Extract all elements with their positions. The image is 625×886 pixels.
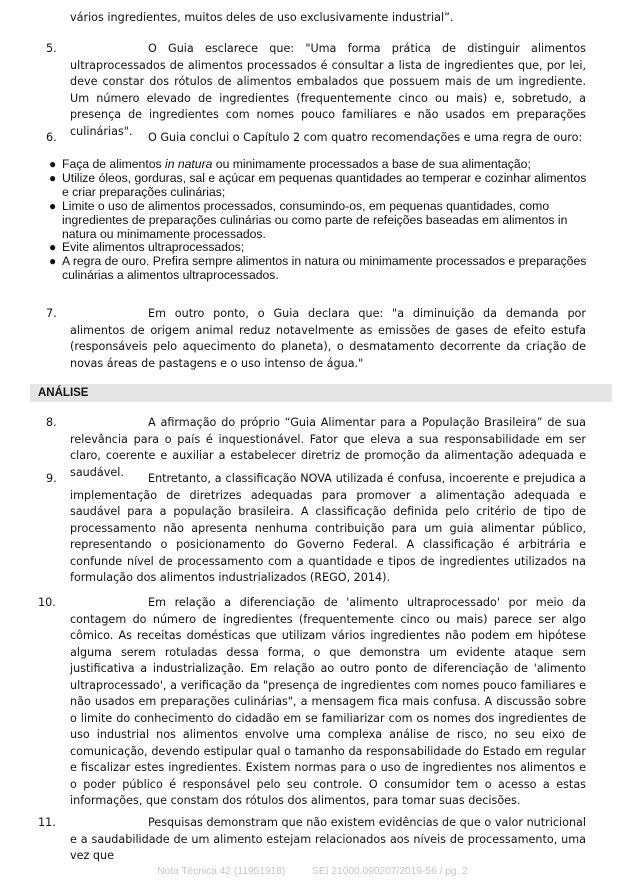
paragraph-number: 9. (46, 472, 57, 485)
paragraph-7 (46, 306, 586, 372)
paragraph-5 (46, 41, 586, 140)
paragraph-text: O Guia esclarece que: "Uma forma prática de distinguir alimentos ultraprocessados de alimentos processados é consultar a lista de ingredientes que, por lei, deve constar dos rótulos de alimentos embalados que possuem mais de um ingrediente. Um número elevado de ingredientes (frequentemente cinco ou mais) e, sobretudo, a presença de ingredientes com nomes pouco familiares e não usados em preparações culinárias". (70, 42, 586, 138)
paragraph-text: Em outro ponto, o Guia declara que: "a diminuição da demanda por alimentos de origem animal reduz notavelmente as emissões de gases de efeito estufa (responsáveis pelo aquecimento do planeta), o desmatamento decorrente da criação de novas áreas de pastagens e o uso intenso de água." (70, 307, 586, 370)
continued-text: vários ingredientes, muitos deles de uso exclusivamente industrial”. (70, 11, 454, 24)
list-item: ● Faça de alimentos in natura ou minimamente processados a base de sua alimentação; (49, 157, 531, 171)
footer-sei-reference: SEI 21000.090207/2019-56 / pg. 2 (312, 866, 468, 877)
bullet-icon: ● (49, 170, 57, 185)
paragraph-text: Pesquisas demonstram que não existem evidências de que o valor nutricional e a saudabilidade de um alimento estejam relacionados aos níveis de processamento, uma vez que (70, 816, 586, 862)
paragraph-text: O Guia conclui o Capítulo 2 com quatro recomendações e uma regra de ouro: (148, 131, 583, 144)
list-item: ● Limite o uso de alimentos processados, consumindo-os, em pequenas quantidades, como ingredientes de preparações culinárias ou como parte de refeições baseadas em alimentos in natura ou minimamente processados. (49, 198, 568, 241)
paragraph-10 (38, 595, 586, 810)
paragraph-number: 11. (38, 816, 56, 829)
bullet-icon: ● (49, 198, 57, 213)
recommendations-list (48, 158, 588, 283)
paragraph-number: 5. (46, 42, 57, 55)
footer-note: Nota Técnica 42 (11951918) (157, 866, 286, 877)
paragraph-text: Em relação a diferenciação de 'alimento ultraprocessado' por meio da contagem do número de ingredientes (frequentemente cinco ou mais) parece ser algo cômico. As receitas domésticas que utilizam vários ingredientes não podem em hipótese alguma serem rotuladas dessa forma, o que demonstra um evidente ataque sem justificativa a industrialização. Em relação ao outro ponto de diferenciação de 'alimento ultraprocessado', a verificação da "presença de ingredientes com nomes pouco familiares e não usados em preparações culinárias", a mensagem fica mais confusa. A discussão sobre o limite do conhecimento do cidadão em se familiarizar com os nomes dos ingredientes de uso industrial nos alimentos envolve uma complexa análise de risco, no seu eixo de comunicação, devendo estipular qual o tamanho da responsabilidade do Estado em regular e fiscalizar estes ingredientes. Existem normas para o uso de ingredientes nos alimentos e o poder público é responsável pelo seu controle. O consumidor tem o acesso a estas informações, que constam dos rótulos dos alimentos, para tomar suas decisões. (70, 596, 586, 807)
paragraph-11 (38, 815, 586, 865)
list-item: ● Utilize óleos, gorduras, sal e açúcar em pequenas quantidades ao temperar e cozinhar alimentos e criar preparações culinárias; (49, 170, 587, 199)
paragraph-9 (46, 471, 586, 587)
list-item: ● A regra de ouro. Prefira sempre alimentos in natura ou minimamente processados e preparações culinárias a alimentos ultraprocessados. (49, 254, 587, 283)
paragraph-6 (46, 130, 586, 147)
paragraph-text: A afirmação do próprio “Guia Alimentar para a População Brasileira” de sua relevância para o país é inquestionável. Fator que eleva a sua responsabilidade em ser claro, coerente e auxiliar a estabelecer diretriz de promoção da alimentação adequada e saudável. (70, 416, 586, 479)
paragraph-text: Entretanto, a classificação NOVA utilizada é confusa, incoerente e prejudica a implementação de diretrizes adequadas para promover a alimentação adequada e saudável para a população brasileira. A classificação definida pelo critério de tipo de processamento não apresenta nenhuma contribuição para um guia alimentar público, representando o posicionamento do Governo Federal. A classificação é arbitrária e confunde nível de processamento com a quantidade e tipos de ingredientes utilizados na formulação dos alimentos industrializados (REGO, 2014). (70, 472, 586, 584)
section-heading: ANÁLISE (30, 384, 612, 402)
list-item: ● Evite alimentos ultraprocessados; (49, 240, 245, 255)
bullet-icon: ● (49, 157, 57, 171)
paragraph-number: 6. (46, 131, 57, 144)
bullet-icon: ● (49, 254, 57, 269)
paragraph-number: 10. (38, 596, 56, 609)
page-footer (0, 866, 625, 877)
paragraph-number: 8. (46, 416, 57, 429)
paragraph-number: 7. (46, 307, 57, 320)
bullet-icon: ● (49, 240, 57, 255)
